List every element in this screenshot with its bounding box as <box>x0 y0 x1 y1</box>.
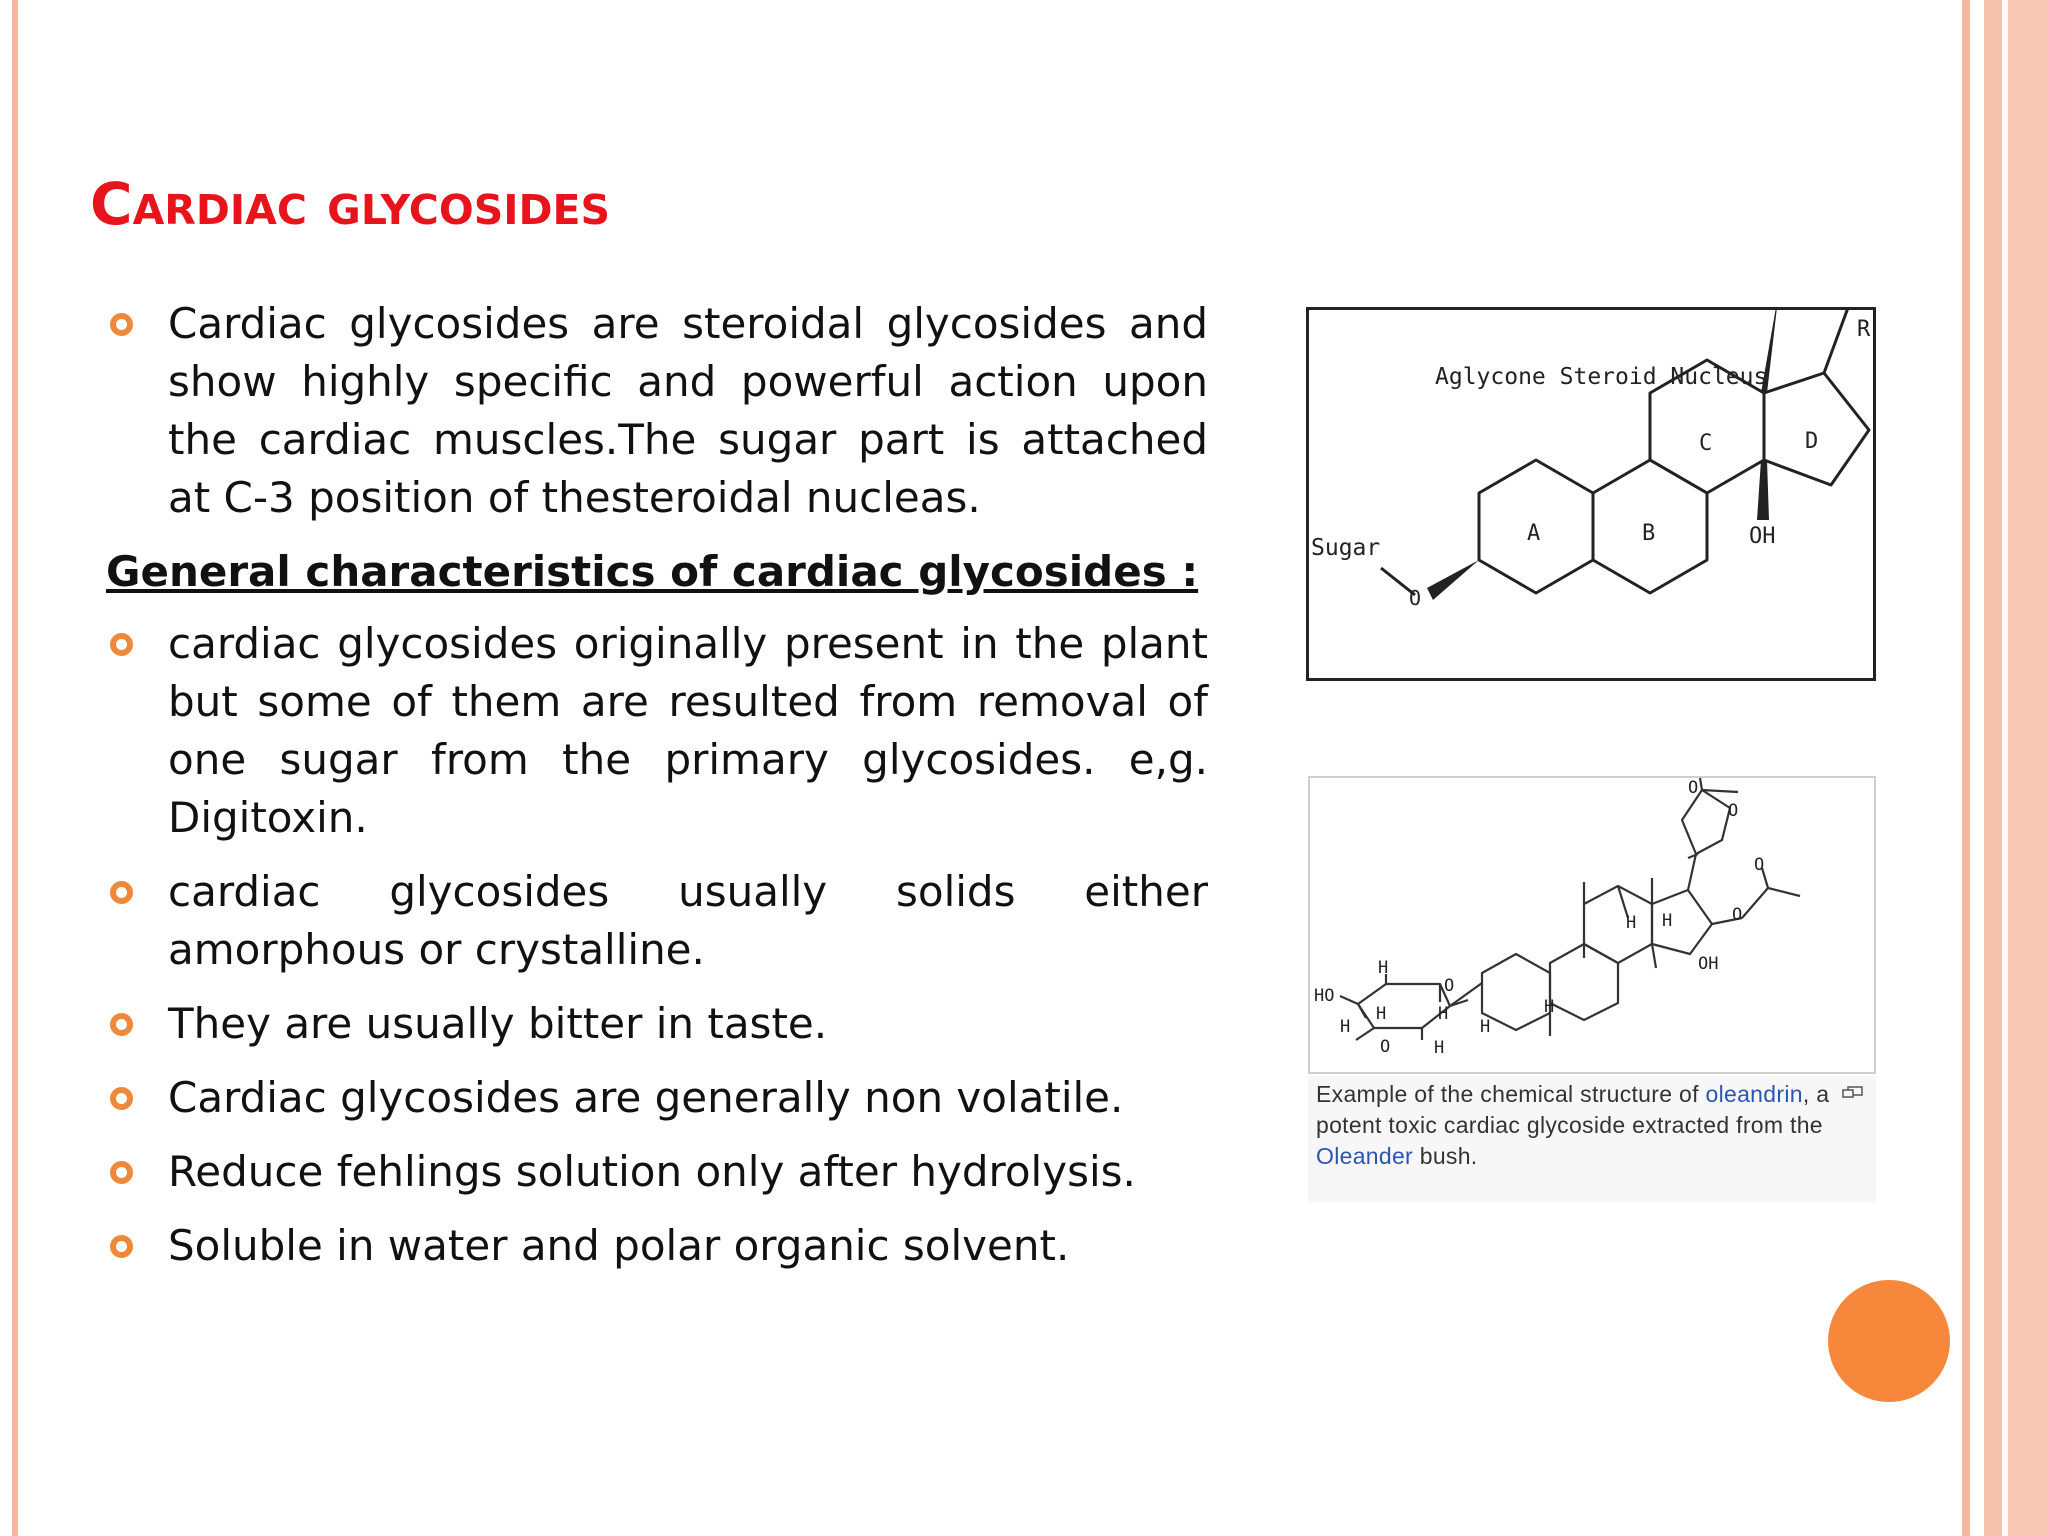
bullet-item <box>100 1217 1208 1275</box>
oleandrin-structure-figure <box>1308 776 1876 1074</box>
decorative-circle <box>1828 1280 1950 1402</box>
oleander-link[interactable]: Oleander <box>1316 1143 1414 1169</box>
bullet-item <box>100 863 1208 979</box>
bullet-marker-icon <box>110 1013 133 1036</box>
label-oh: OH <box>1749 524 1776 549</box>
oleandrin-link[interactable]: oleandrin <box>1705 1081 1803 1107</box>
label-ring-c: C <box>1699 431 1713 456</box>
wedge-bond-oh <box>1757 460 1769 520</box>
label-ring-d: D <box>1805 429 1819 454</box>
expand-icon[interactable] <box>1842 1086 1864 1098</box>
label-aglycone-nucleus: Aglycone Steroid Nucleus <box>1435 364 1768 390</box>
caption-text: , a potent toxic cardiac glycoside extracted from the <box>1316 1081 1830 1138</box>
bullet-list <box>100 295 1208 1291</box>
caption-text: bush. <box>1413 1143 1478 1169</box>
label-oh: OH <box>1698 954 1719 974</box>
label-ring-b: B <box>1642 521 1656 546</box>
label-o: O <box>1732 905 1743 925</box>
section-subheading: General characteristics of cardiac glycosides : <box>106 547 1199 596</box>
stripe-right-3 <box>2008 0 2048 1536</box>
bullet-text: They are usually bitter in taste. <box>168 999 828 1048</box>
stripe-right-2 <box>1984 0 2002 1536</box>
steroid-structure-diagram <box>1309 310 1873 678</box>
bullet-marker-icon <box>110 881 133 904</box>
bullet-item <box>100 1143 1208 1201</box>
bullet-item <box>100 615 1208 847</box>
bullet-marker-icon <box>110 633 133 656</box>
steroid-nucleus-figure <box>1306 307 1876 681</box>
label-o: O <box>1754 855 1765 875</box>
bullet-marker-icon <box>110 1161 133 1184</box>
label-o: O <box>1444 976 1455 996</box>
label-h: H <box>1544 997 1555 1017</box>
label-h: H <box>1438 1004 1449 1024</box>
label-o: O <box>1728 801 1739 821</box>
label-h: H <box>1378 958 1389 978</box>
label-o: O <box>1380 1037 1391 1057</box>
wedge-bond-sugar <box>1427 560 1479 600</box>
bullet-text: cardiac glycosides usually solids either amorphous or crystalline. <box>168 867 1208 974</box>
bullet-marker-icon <box>110 1235 133 1258</box>
label-sugar: Sugar <box>1311 535 1381 561</box>
label-ho: HO <box>1314 986 1335 1006</box>
bullet-item <box>100 1069 1208 1127</box>
slide-title-text: Cardiac glycosides <box>90 170 611 238</box>
oleandrin-structure-diagram <box>1310 778 1874 1072</box>
bullet-item <box>100 295 1208 527</box>
label-ring-a: A <box>1527 521 1541 546</box>
label-o: O <box>1409 586 1422 610</box>
bullet-text: cardiac glycosides originally present in the plant but some of them are resulted from removal of one sugar from the primary glycosides. e,g. Digitoxin. <box>168 619 1208 842</box>
label-o: O <box>1688 778 1699 798</box>
stripe-left-edge <box>12 0 18 1536</box>
label-h: H <box>1376 1004 1387 1024</box>
label-h: H <box>1340 1017 1351 1037</box>
bullet-text: Cardiac glycosides are generally non volatile. <box>168 1073 1124 1122</box>
bullet-marker-icon <box>110 1087 133 1110</box>
bullet-marker-icon <box>110 313 133 336</box>
slide-title <box>90 170 610 238</box>
label-r: R <box>1857 317 1871 342</box>
bullet-text: Soluble in water and polar organic solvent. <box>168 1221 1070 1270</box>
bullet-item <box>100 995 1208 1053</box>
bullet-text: Cardiac glycosides are steroidal glycosides and show highly specific and powerful action upon the cardiac muscles.The sugar part is attached at C-3 position of thesteroidal nucleas. <box>168 299 1208 522</box>
label-h: H <box>1662 911 1673 931</box>
label-h: H <box>1480 1017 1491 1037</box>
label-h: H <box>1626 913 1637 933</box>
stripe-right-1 <box>1962 0 1970 1536</box>
figure-caption <box>1308 1076 1876 1202</box>
caption-text: Example of the chemical structure of <box>1316 1081 1706 1107</box>
label-h: H <box>1434 1038 1445 1058</box>
bullet-text: Reduce fehlings solution only after hydrolysis. <box>168 1147 1136 1196</box>
